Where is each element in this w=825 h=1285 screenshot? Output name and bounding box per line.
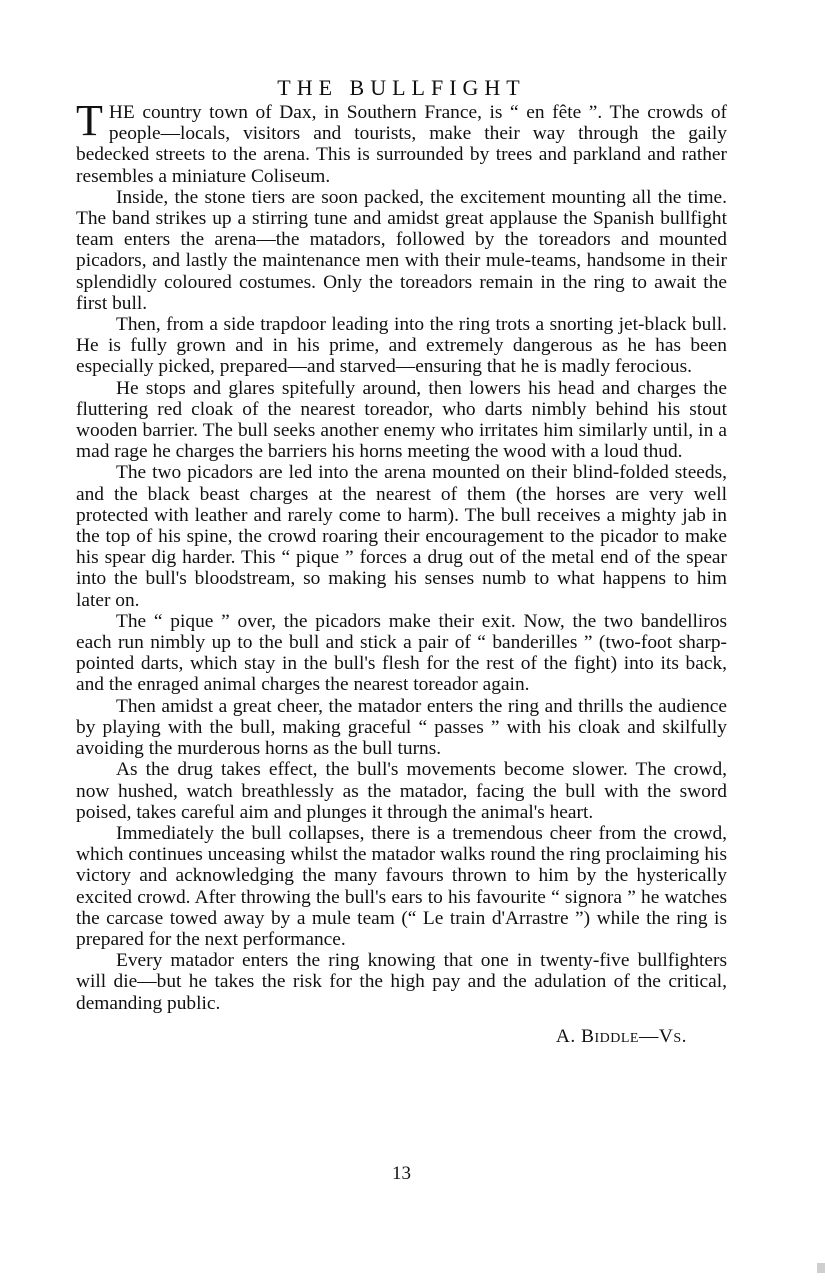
- paragraph-8: As the drug takes effect, the bull's movements become slower. The crowd, now hushed, watch breathlessly as the matador, facing the bull with the sword poised, takes careful aim and plunges it through the animal's heart.: [76, 759, 727, 823]
- paragraph-2: Inside, the stone tiers are soon packed, the excitement mounting all the time. The band strikes up a stirring tune and amidst great applause the Spanish bullfight team enters the arena—the matadors, followed by the toreadors and mounted picadors, and lastly the maintenance men with their mule-teams, handsome in their splendidly coloured costumes. Only the toreadors remain in the ring to await the first bull.: [76, 186, 727, 314]
- page-title: THE BULLFIGHT: [277, 75, 526, 100]
- first-word: HE: [108, 102, 135, 123]
- paragraph-4: He stops and glares spitefully around, then lowers his head and charges the fluttering red cloak of the nearest toreador, who darts nimbly behind his stout wooden barrier. The bull seeks another enemy who irritates him similarly until, in a mad rage he charges the barriers his horns meeting the wood with a loud thud.: [76, 377, 727, 463]
- paragraph-7: Then amidst a great cheer, the matador enters the ring and thrills the audience by playing with the bull, making graceful “ passes ” with his cloak and skilfully avoiding the murderous horns as the bull turns.: [76, 695, 727, 760]
- document-page: [76, 75, 727, 1184]
- page-number: 13: [392, 1163, 411, 1184]
- paragraph-1: [76, 96, 727, 187]
- paragraph-10: Every matador enters the ring knowing that one in twenty-five bullfighters will die—but he takes the risk for the high pay and the adulation of the critical, demanding public.: [76, 950, 727, 1014]
- author-byline: A. Biddle—Vs.: [555, 1025, 687, 1047]
- paragraph-9: Immediately the bull collapses, there is a tremendous cheer from the crowd, which continues unceasing whilst the matador walks round the ring proclaiming his victory and acknowledging the many favours thrown to him by the hysterically excited crowd. After throwing the bull's ears to his favourite “ signora ” he watches the carcase towed away by a mule team (“ Le train d'Arrastre ”) while the ring is prepared for the next performance.: [76, 822, 727, 950]
- paragraph-1-text: country town of Dax, in Southern France, is “ en fête ”. The crowds of people—locals, visitors and tourists, make their way through the gaily bedecked streets to the arena. This is surrounded by trees and parkland and rather resembles a miniature Coliseum.: [76, 102, 727, 187]
- paragraph-3: Then, from a side trapdoor leading into the ring trots a snorting jet-black bull. He is fully grown and in his prime, and extremely dangerous as he has been especially picked, prepared—and starved—ensuring that he is madly ferocious.: [76, 314, 727, 378]
- paragraph-6: The “ pique ” over, the picadors make their exit. Now, the two bandelliros each run nimbly up to the bull and stick a pair of “ banderilles ” (two-foot sharp-pointed darts, which stay in the bull's flesh for the rest of the fight) into its back, and the enraged animal charges the nearest toreador again.: [76, 610, 727, 696]
- paragraph-5: The two picadors are led into the arena mounted on their blind-folded steeds, and the black beast charges at the nearest of them (the horses are very well protected with leather and rarely come to harm). The bull receives a mighty jab in the top of his spine, the crowd roaring their encouragement to the picador to make his spear dig harder. This “ pique ” forces a drug out of the metal end of the spear into the bull's bloodstream, so making his senses numb to what happens to him later on.: [76, 462, 727, 611]
- drop-cap: T: [76, 96, 103, 145]
- scrollbar-indicator: [817, 1263, 825, 1273]
